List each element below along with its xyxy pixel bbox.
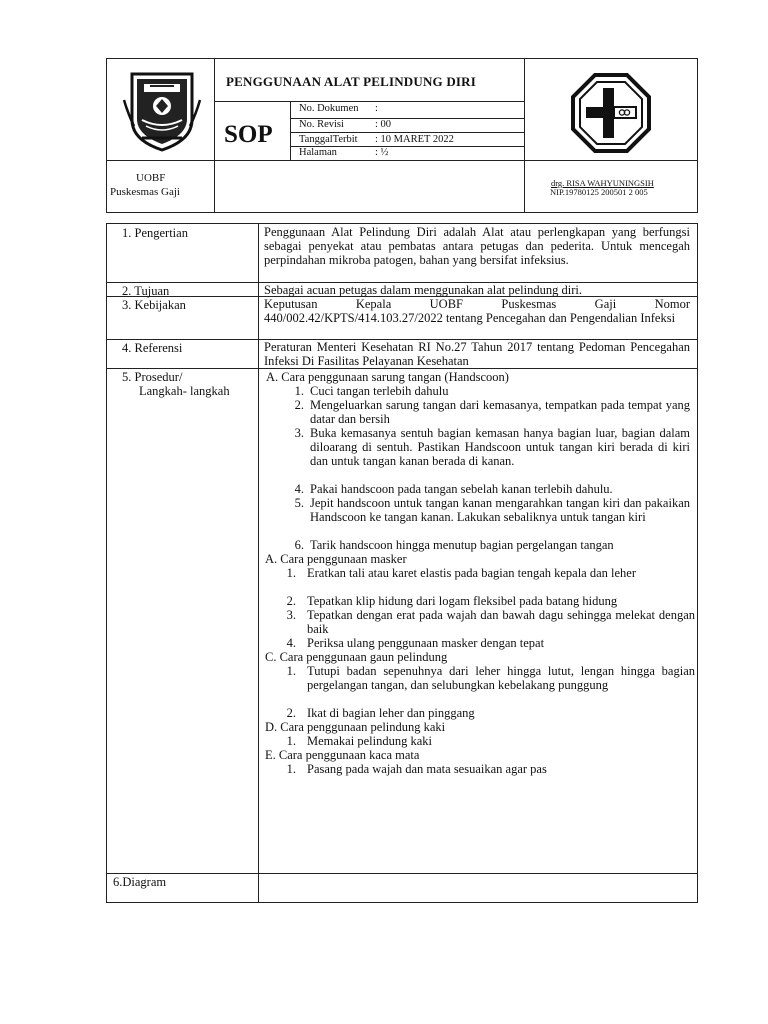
section-text-pengertian: Penggunaan Alat Pelindung Diri adalah Alat atau perlengkapan yang berfungsi sebagai penyekat atau pembatas antara petugas dan pederita. Untuk mencegah perpindahan mikroba patogen, bahan yang bersifat infeksius. [264, 225, 690, 268]
meta-label-revisi: No. Revisi [299, 119, 344, 130]
meta-label-halaman: Halaman [299, 147, 337, 158]
puskesmas-logo-icon [570, 72, 652, 154]
meta-value-tanggal: : 10 MARET 2022 [375, 134, 454, 145]
regency-emblem-icon [120, 70, 204, 152]
org-name-line2: Puskesmas Gaji [110, 186, 180, 198]
section-label-diagram: 6.Diagram [113, 875, 167, 889]
header-divider-right [524, 58, 525, 213]
header-divider-left [214, 58, 215, 213]
section-text-kebijakan: Keputusan Kepala UOBF Puskesmas Gaji Nomor 440/002.42/KPTS/414.103.27/2022 tentang Pencegahan dan Pengendalian Infeksi [264, 297, 690, 326]
meta-label-tanggal: TanggalTerbit [299, 134, 358, 145]
signer-nip: NIP.19780125 200501 2 005 [550, 187, 648, 197]
procedure-heading-a: A. Cara penggunaan sarung tangan (Handscoon) [266, 370, 509, 384]
meta-divider [290, 101, 291, 160]
meta-label-dokumen: No. Dokumen [299, 103, 359, 114]
sop-label: SOP [224, 121, 273, 148]
header-title-rule [214, 101, 524, 102]
section-label-tujuan: 2. Tujuan [122, 284, 170, 298]
document-title: PENGGUNAAN ALAT PELINDUNG DIRI [226, 74, 477, 89]
section-label-prosedur: 5. Prosedur/ [122, 370, 183, 384]
content-column-divider [258, 223, 259, 903]
sop-document-page: PENGGUNAAN ALAT PELINDUNG DIRI SOP No. Dokumen : No. Revisi : 00 TanggalTerbit : 10 MARET 2022 Halaman : ½ UOBF Puskesmas Gaji drg. RISA WAHYUNINGSIH NIP.19780125 200501 2 005 1. Pengertian Penggunaan Alat Pelindung Diri adalah Alat atau perlengkapan yang berfungsi sebagai penyekat atau pembatas antara petugas dan pederita. Untuk mencegah perpindahan mikroba patogen, bahan yang bersifat infeksius. 2. Tujuan Sebagai acuan petugas dalam menggunakan alat pelindung diri. 3. Kebijakan Keputusan Kepala UOBF Puskesmas Gaji Nomor 440/002.42/KPTS/414.103.27/2022 tentang Pencegahan dan Pengendalian Infeksi 4. Referensi Peraturan Menteri Kesehatan RI No.27 Tahun 2017 tentang Pedoman Pencegahan Infeksi Di Fasilitas Pelayanan Kesehatan 5. Prosedur/ Langkah- langkah A. Cara penggunaan sarung tangan (Handscoon) 1. Cuci tangan terlebih dahulu 2. Mengeluarkan sarung tangan dari kemasanya, tempatkan pada tempat yang datar dan bersih 3. Buka kemasanya sentuh bagian kemasan hanya bagian luar, bagian dalam diloarang di sentuh. Pastikan Handscoon untuk tangan kiri berada di kiri dan untuk tangan kanan berada di kanan. 4. Pakai handscoon pada tangan sebelah kanan terlebih dahulu. 5. Jepit handscoon untuk tangan kanan mengarahkan tangan kiri dan pakaikan Handscoon ke tangan kanan. Lakukan sebaliknya untuk tangan kiri 6. Tarik handscoon hingga menutup bagian pergelangan tangan A. Cara penggunaan masker 1. Eratkan tali atau karet elastis pada bagian tengah kepala dan leher 2. Tepatkan klip hidung dari logam fleksibel pada batang hidung 3. Tepatkan dengan erat pada wajah dan bawah dagu sehingga melekat dengan baik 4. Periksa ulang penggunaan masker dengan tepat C. Cara penggunaan gaun pelindung 1. Tutupi badan sepenuhnya dari leher hingga lutut, lengan hingga bagian pergelangan tangan, dan selubungkan kebelakang punggung 2. Ikat di bagian leher dan pinggang D. Cara penggunaan pelindung kaki 1. Memakai pelindung kaki E. Cara penggunaan kaca mata 1. Pasang pada wajah dan mata sesuaikan agar pas 6.Diagram [0, 0, 768, 1024]
procedure-heading-d: D. Cara penggunaan pelindung kaki [265, 720, 446, 734]
section-label-pengertian: 1. Pengertian [122, 226, 188, 240]
meta-value-halaman: : ½ [375, 147, 389, 158]
meta-value-dokumen: : [375, 103, 378, 114]
section-label-kebijakan: 3. Kebijakan [122, 298, 186, 312]
section-label-referensi: 4. Referensi [122, 341, 183, 355]
section-text-referensi: Peraturan Menteri Kesehatan RI No.27 Tahun 2017 tentang Pedoman Pencegahan Infeksi Di Fasilitas Pelayanan Kesehatan [264, 340, 690, 369]
procedure-heading-e: E. Cara penggunaan kaca mata [265, 748, 420, 762]
procedure-heading-b: A. Cara penggunaan masker [265, 552, 407, 566]
procedure-heading-c: C. Cara penggunaan gaun pelindung [265, 650, 448, 664]
org-name-line1: UOBF [136, 172, 166, 184]
section-label-langkah: Langkah- langkah [139, 384, 230, 398]
meta-value-revisi: : 00 [375, 119, 392, 130]
signer-name: drg. RISA WAHYUNINGSIH [551, 178, 654, 188]
header-bottom-rule [106, 160, 698, 161]
section-text-tujuan: Sebagai acuan petugas dalam menggunakan alat pelindung diri. [264, 283, 582, 297]
